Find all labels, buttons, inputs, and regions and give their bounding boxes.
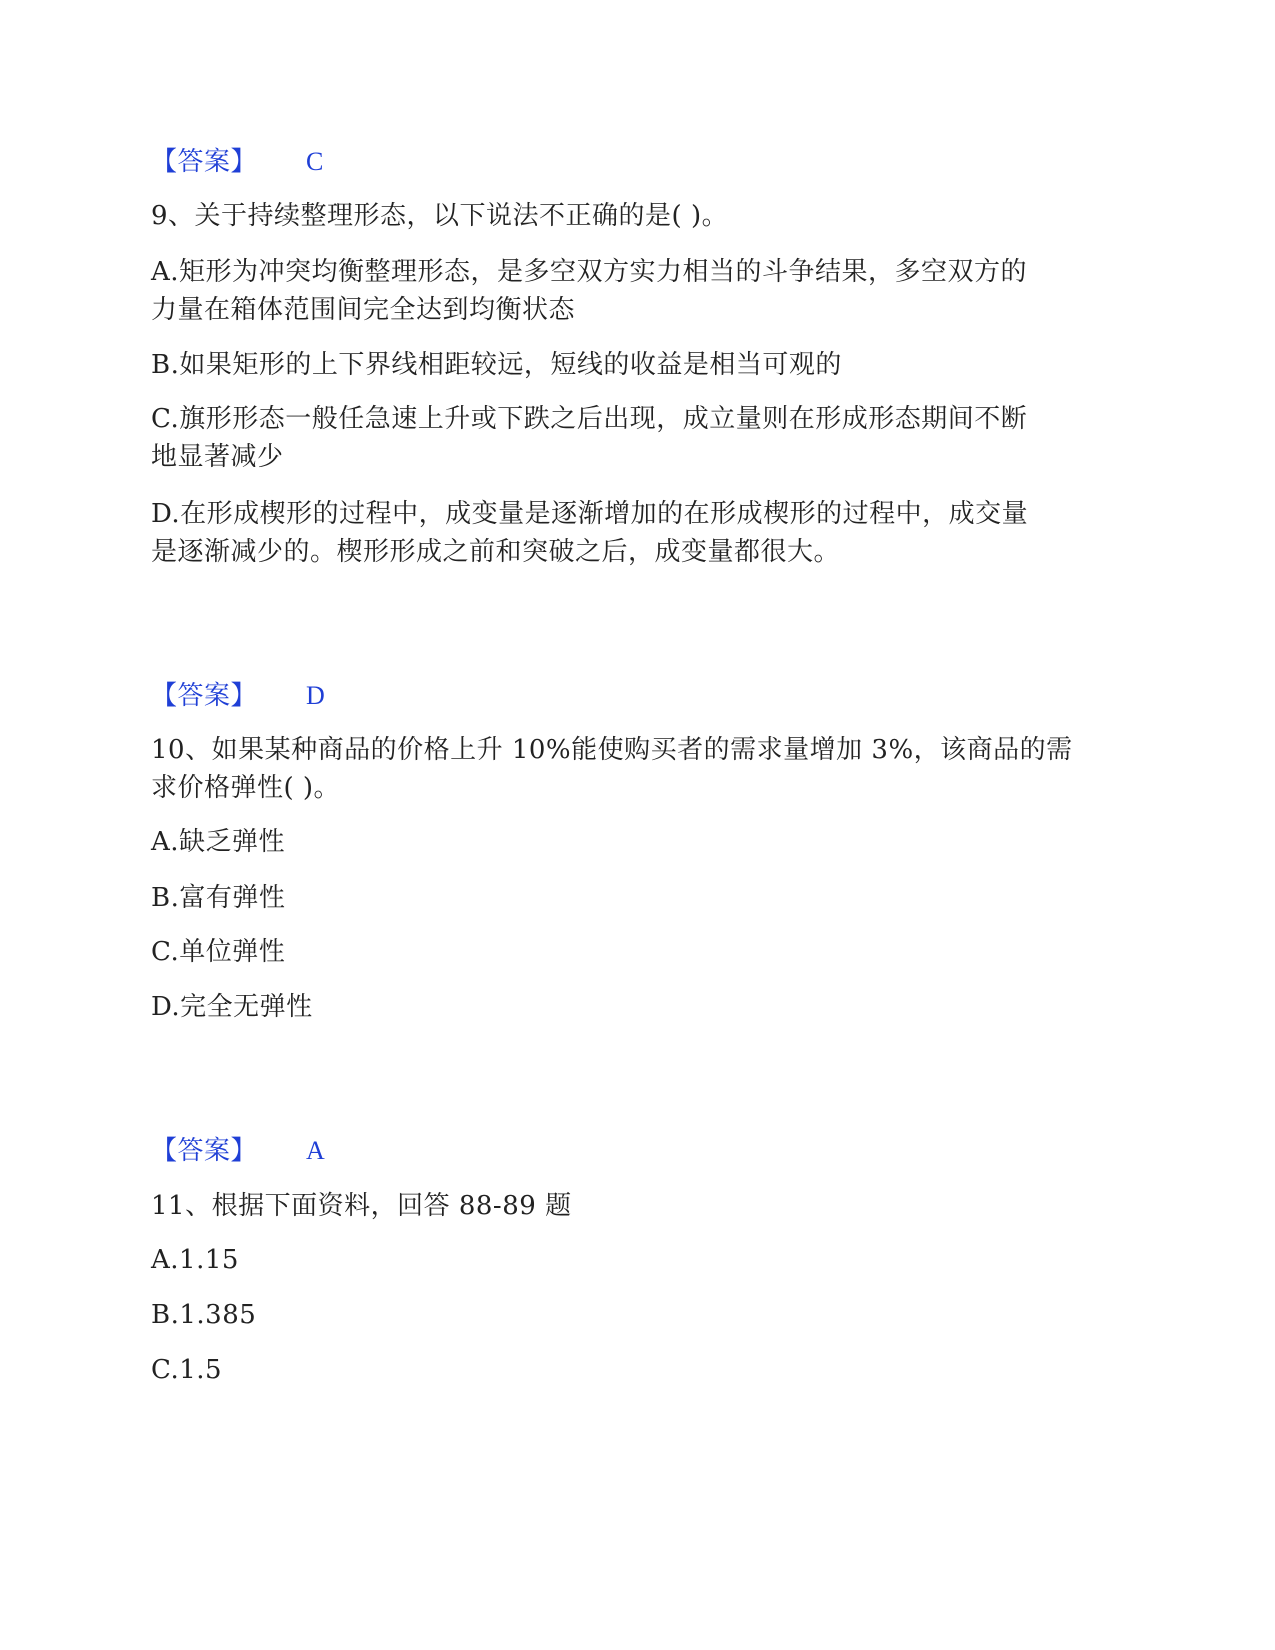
option-b: B.如果矩形的上下界线相距较远，短线的收益是相当可观的: [151, 350, 842, 380]
option-d: D.完全无弹性: [151, 992, 313, 1022]
option-a-line-1: A.矩形为冲突均衡整理形态，是多空双方实力相当的斗争结果，多空双方的: [151, 257, 1028, 287]
answer-line: [151, 142, 324, 182]
question-text-line-1: 10、如果某种商品的价格上升 10%能使购买者的需求量增加 3%，该商品的需: [151, 735, 1073, 765]
question-text: 9、关于持续整理形态，以下说法不正确的是( )。: [151, 201, 729, 231]
question-text: 11、根据下面资料，回答 88-89 题: [151, 1191, 572, 1221]
answer-value: C: [306, 147, 324, 176]
question-text-line-2: 求价格弹性( )。: [151, 773, 341, 803]
answer-label: 【答案】: [151, 681, 258, 711]
option-b: B.1.385: [151, 1300, 257, 1330]
answer-value: D: [306, 681, 326, 710]
option-d-line-2: 是逐渐减少的。楔形形成之前和突破之后，成变量都很大。: [151, 537, 841, 567]
option-d-line-1: D.在形成楔形的过程中，成变量是逐渐增加的在形成楔形的过程中，成交量: [151, 499, 1029, 529]
option-c-line-2: 地显著减少: [151, 442, 284, 472]
option-c: C.单位弹性: [151, 937, 286, 967]
option-a: A.1.15: [151, 1245, 239, 1275]
option-b: B.富有弹性: [151, 883, 286, 913]
answer-value: A: [306, 1136, 326, 1165]
answer-line: [151, 1131, 326, 1171]
option-c-line-1: C.旗形形态一般任急速上升或下跌之后出现，成立量则在形成形态期间不断: [151, 404, 1028, 434]
answer-line: [151, 676, 326, 716]
option-a-line-2: 力量在箱体范围间完全达到均衡状态: [151, 295, 576, 325]
answer-label: 【答案】: [151, 1136, 258, 1166]
option-c: C.1.5: [151, 1355, 223, 1385]
option-a: A.缺乏弹性: [151, 827, 286, 857]
answer-label: 【答案】: [151, 147, 258, 177]
